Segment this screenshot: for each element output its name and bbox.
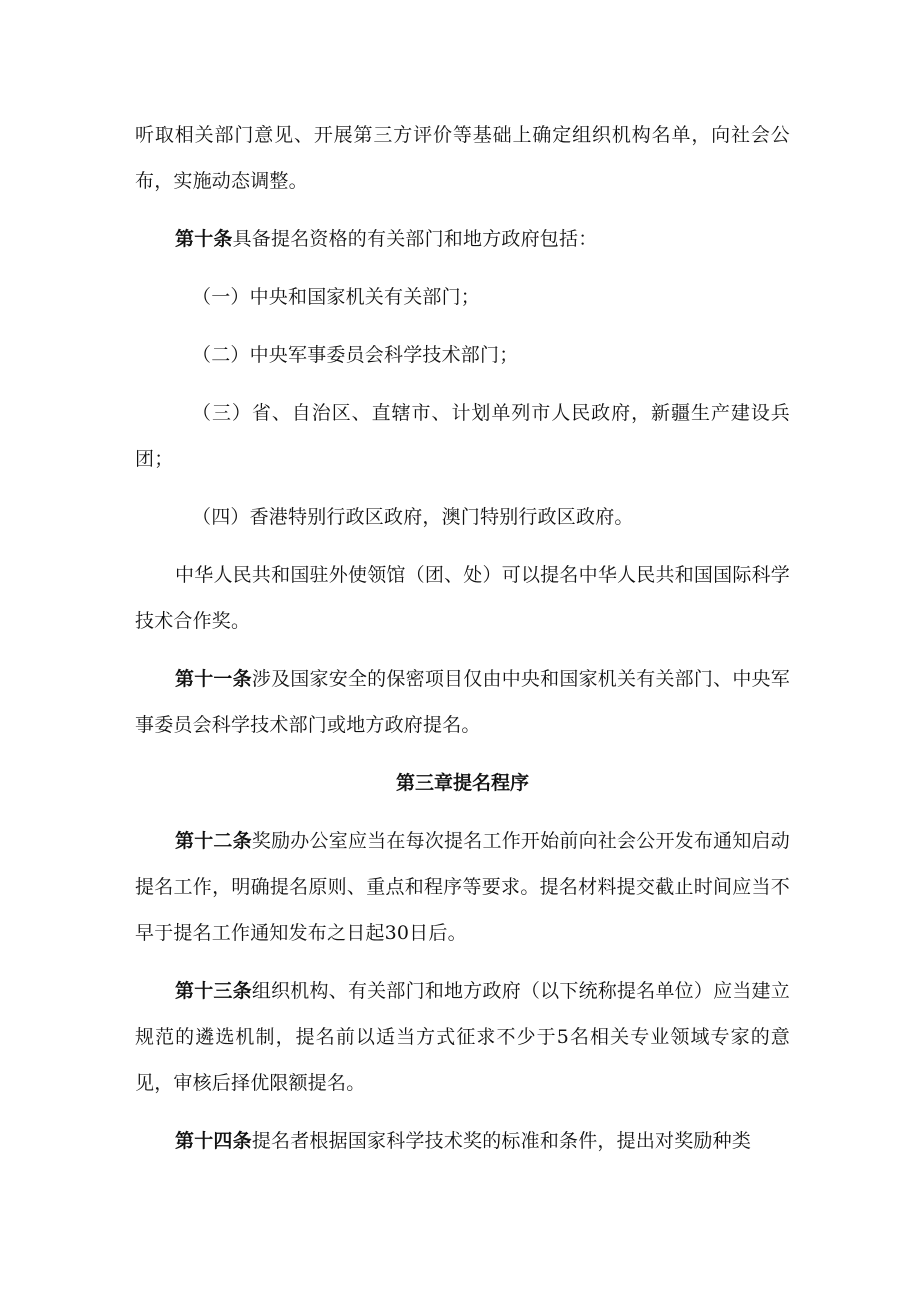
list-item-2: （二）中央军事委员会科学技术部门； (192, 344, 519, 366)
article-13 (135, 968, 790, 1106)
article-10 (135, 216, 790, 262)
article-13-label: 第十三条 (175, 980, 252, 1002)
chapter-heading: 第三章提名程序 (395, 772, 529, 794)
list-item-3: （三）省、自治区、直辖市、计划单列市人民政府，新疆生产建设兵团； (135, 402, 790, 470)
article-14 (135, 1118, 790, 1164)
paragraph-embassy: 中华人民共和国驻外使领馆（团、处）可以提名中华人民共和国国际科学技术合作奖。 (135, 564, 790, 632)
article-13-text: 组织机构、有关部门和地方政府（以下统称提名单位）应当建立规范的遴选机制，提名前以适当方式征求不少于5名相关专业领域专家的意见，审核后择优限额提名。 (135, 980, 790, 1094)
paragraph-continuation: 听取相关部门意见、开展第三方评价等基础上确定组织机构名单，向社会公布，实施动态调整。 (135, 124, 790, 192)
list-item-4: （四）香港特别行政区政府，澳门特别行政区政府。 (192, 506, 634, 528)
document-body (135, 112, 790, 1176)
article-12-text: 奖励办公室应当在每次提名工作开始前向社会公开发布通知启动提名工作，明确提名原则、重点和程序等要求。提名材料提交截止时间应当不早于提名工作通知发布之日起30日后。 (135, 830, 790, 944)
article-12 (135, 818, 790, 956)
article-11-label: 第十一条 (175, 668, 252, 690)
article-11 (135, 656, 790, 748)
article-11-text: 涉及国家安全的保密项目仅由中央和国家机关有关部门、中央军事委员会科学技术部门或地方政府提名。 (135, 668, 790, 736)
article-10-label: 第十条 (175, 228, 233, 250)
article-12-label: 第十二条 (175, 830, 252, 852)
article-10-text: 具备提名资格的有关部门和地方政府包括： (232, 228, 598, 250)
article-14-label: 第十四条 (175, 1130, 252, 1152)
list-item-1: （一）中央和国家机关有关部门； (192, 286, 481, 308)
article-14-text: 提名者根据国家科学技术奖的标准和条件，提出对奖励种类 (251, 1130, 752, 1152)
